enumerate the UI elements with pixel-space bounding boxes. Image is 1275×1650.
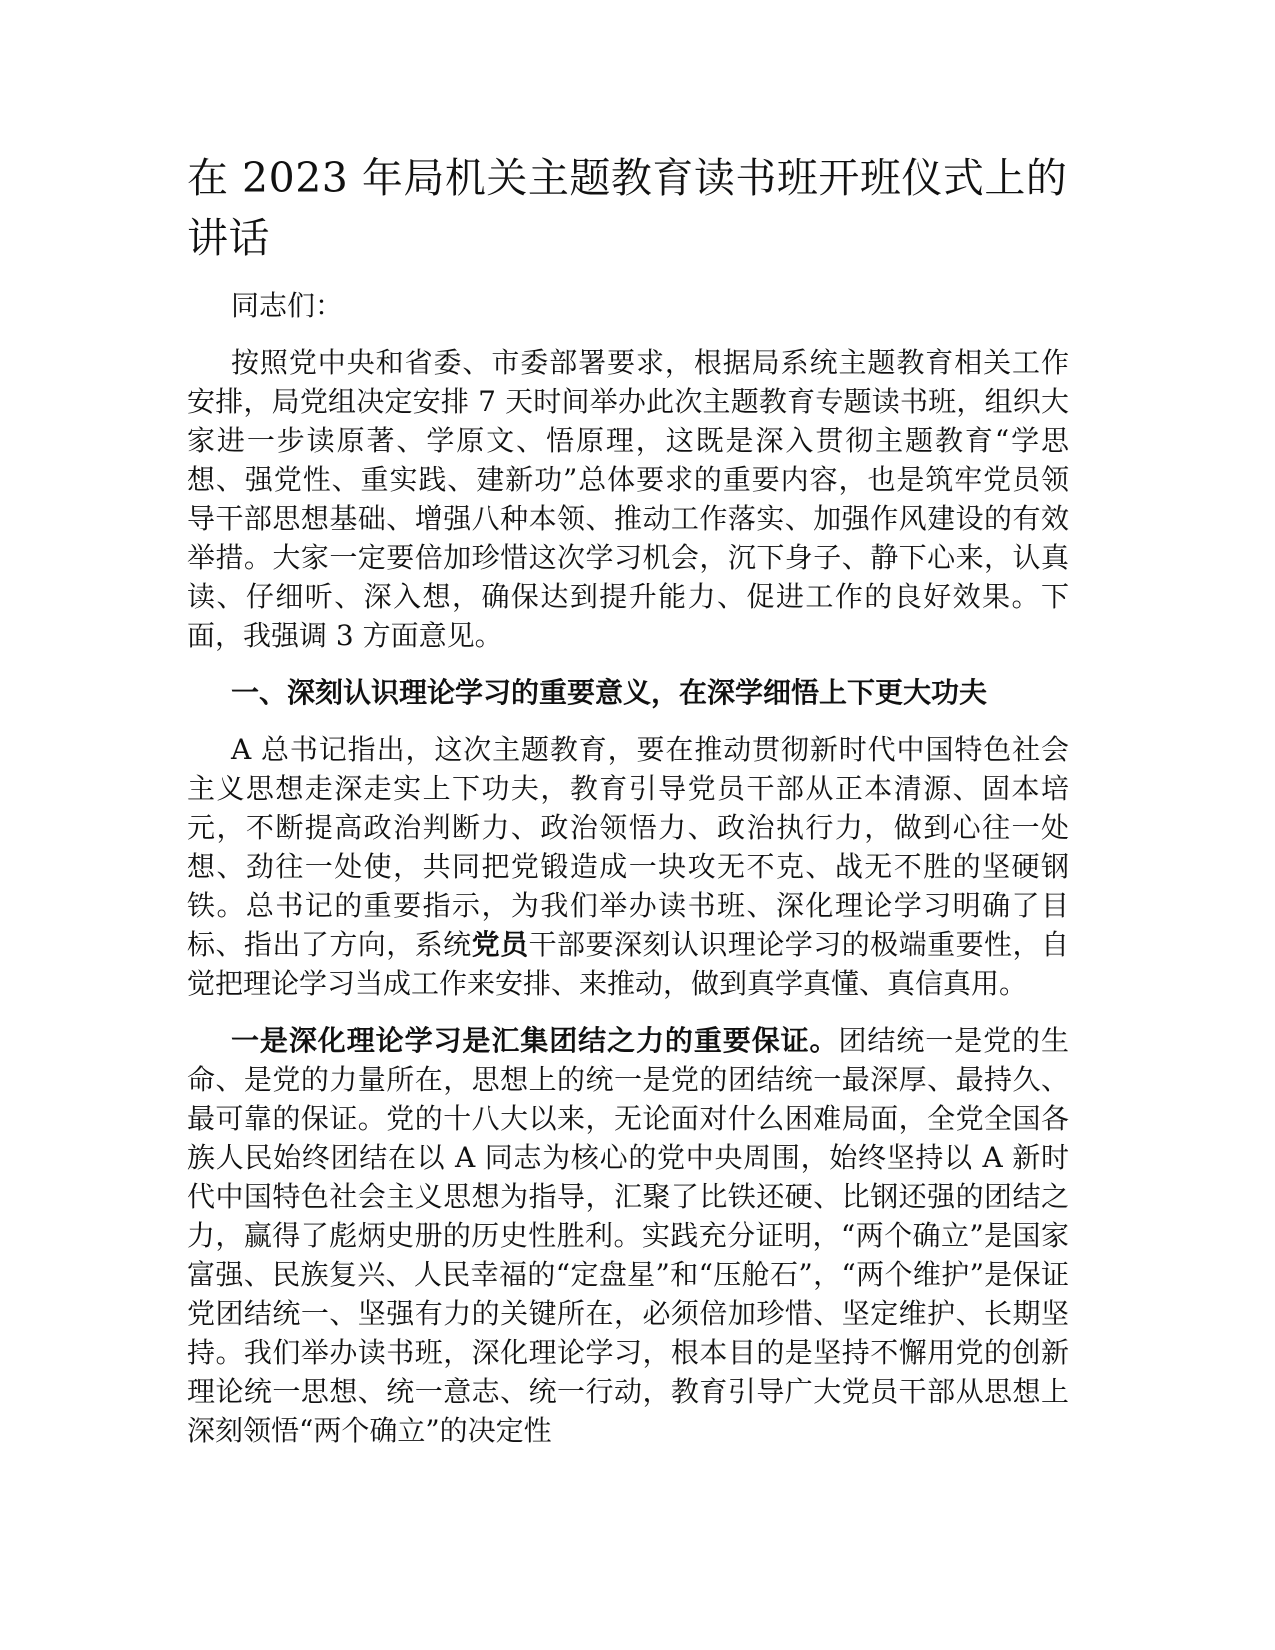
section-1-heading: 一、深刻认识理论学习的重要意义，在深学细悟上下更大功夫 bbox=[231, 676, 988, 709]
document-title: 在 2023 年局机关主题教育读书班开班仪式上的讲话 bbox=[187, 154, 1068, 262]
section-1-paragraph bbox=[187, 730, 1069, 1003]
section-1-bold-term: 党员 bbox=[471, 928, 529, 961]
salutation: 同志们： bbox=[231, 289, 344, 322]
point-1-body: 团结统一是党的生命、是党的力量所在，思想上的统一是党的团结统一最深厚、最持久、最可靠的保证。党的十八大以来，无论面对什么困难局面，全党全国各族人民始终团结在以 A 同志为核心的党中央周围，始终坚持以 A 新时代中国特色社会主义思想为指导，汇聚了比铁还硬、比钢还强的团结之力，赢得了彪炳史册的历史性胜利。实践充分证明，“两个确立”是国家富强、民族复兴、人民幸福的“定盘星”和“压舱石”，“两个维护”是保证党团结统一、坚强有力的关键所在，必须倍加珍惜、坚定维护、长期坚持。我们举办读书班，深化理论学习，根本目的是坚持不懈用党的创新理论统一思想、统一意志、统一行动，教育引导广大党员干部从思想上深刻领悟“两个确立”的决定性 bbox=[187, 1024, 1069, 1447]
intro-paragraph: 按照党中央和省委、市委部署要求，根据局系统主题教育相关工作安排，局党组决定安排 7 天时间举办此次主题教育专题读书班，组织大家进一步读原著、学原文、悟原理，这既是深入贯彻主题教育“学思想、强党性、重实践、建新功”总体要求的重要内容，也是筑牢党员领导干部思想基础、增强八种本领、推动工作落实、加强作风建设的有效举措。大家一定要倍加珍惜这次学习机会，沉下身子、静下心来，认真读、仔细听、深入想，确保达到提升能力、促进工作的良好效果。下面，我强调 3 方面意见。 bbox=[187, 346, 1069, 652]
point-1-paragraph bbox=[187, 1021, 1069, 1450]
section-1-text-after-bold: 干部要深刻认识理论学习的极端重要性，自觉把理论学习当成工作来安排、来推动，做到真学真懂、真信真用。 bbox=[187, 928, 1069, 1000]
point-1-lead: 一是深化理论学习是汇集团结之力的重要保证。 bbox=[231, 1024, 839, 1057]
section-1-text-before-bold: A 总书记指出，这次主题教育，要在推动贯彻新时代中国特色社会主义思想走深走实上下功夫，教育引导党员干部从正本清源、固本培元，不断提高政治判断力、政治领悟力、政治执行力，做到心往一处想、劲往一处使，共同把党锻造成一块攻无不克、战无不胜的坚硬钢铁。总书记的重要指示，为我们举办读书班、深化理论学习明确了目标、指出了方向，系统 bbox=[187, 733, 1069, 961]
document-page bbox=[187, 148, 1069, 1468]
